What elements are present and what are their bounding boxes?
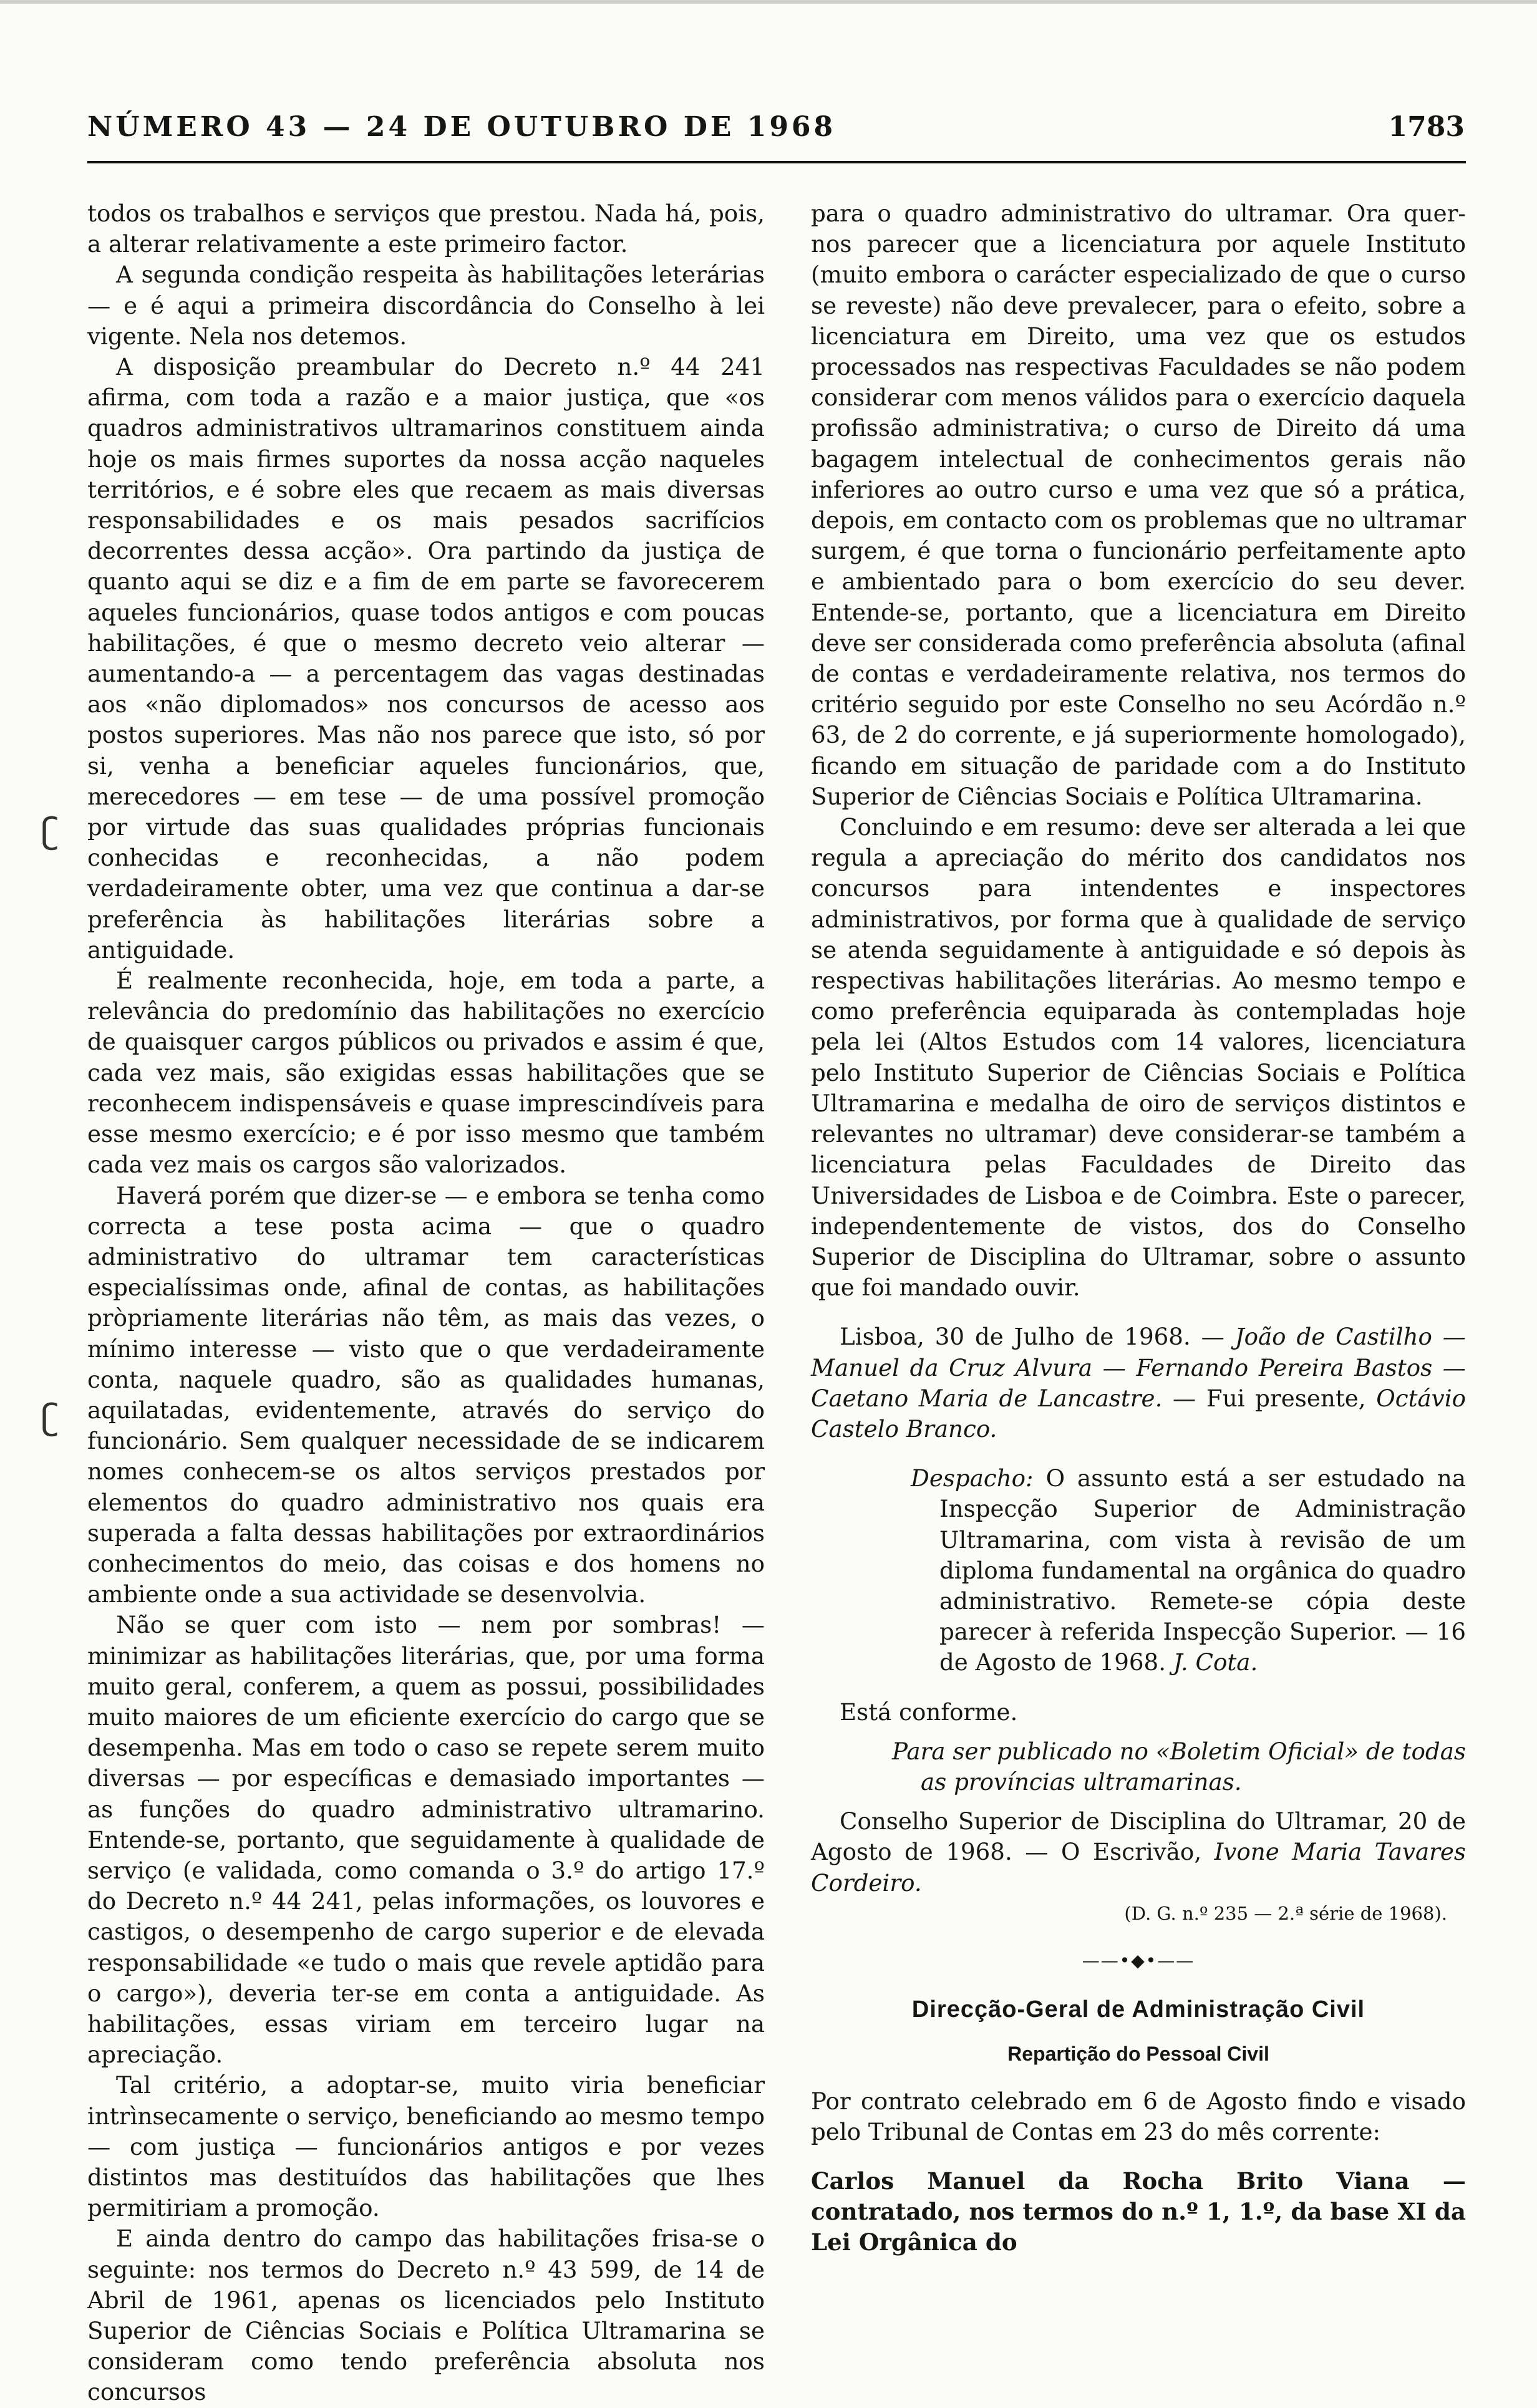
section-subheading: Repartição do Pessoal Civil (1007, 2043, 1269, 2066)
signatories: João de Castilho — Manuel da Cruz Alvura — Fernando Pereira Bastos — Caetano Maria de Lancastre. (811, 1323, 1466, 1412)
margin-annotation-mark: ʗ (41, 811, 59, 851)
page-top-edge (0, 0, 1537, 4)
despacho-block (911, 1463, 1466, 1678)
presence-name: Octávio Castelo Branco. (811, 1384, 1466, 1443)
council-date: Conselho Superior de Disciplina do Ultramar, 20 de Agosto de 1968. — O Escrivão, (811, 1807, 1466, 1866)
paragraph: para o quadro administrativo do ultramar. Ora quer-nos parecer que a licenciatura por aquele Instituto (muito embora o carácter especializado de que o curso se reveste) não deve prevalecer, para o efeito, sobre a licenciatura em Direito, uma vez que os estudos processados nas respectivas Faculdades se não podem considerar com menos válidos para o exercício daquela profissão administrativa; o curso de Direito dá uma bagagem intelectual de conhecimentos gerais não inferiores ao outro curso e uma vez que só a prática, depois, em contacto com os problemas que no ultramar surgem, é que torna o funcionário perfeitamente apto e ambientado para o bom exercício do seu dever. Entende-se, portanto, que a licenciatura em Direito deve ser considerada como preferência absoluta (afinal de contas e verdadeiramente relativa, nos termos do critério seguido por este Conselho no seu Acórdão n.º 63, de 2 do corrente, e já superiormente homologado), ficando em situação de paridade com a do Instituto Superior de Ciências Sociais e Política Ultramarina. (811, 200, 1466, 810)
signature-block (811, 1322, 1466, 1444)
reference-note: (D. G. n.º 235 — 2.ª série de 1968). (1124, 1902, 1447, 1924)
conforme-note: Está conforme. (840, 1698, 1018, 1726)
paragraph: Tal critério, a adoptar-se, muito viria beneficiar intrìnsecamente o serviço, beneficiando ao mesmo tempo — com justiça — funcionários antigos e por vezes distintos mas destituídos das habilitações que lhes permitiriam a promoção. (87, 2071, 765, 2222)
page-number: 1783 (1388, 111, 1465, 143)
despacho-label: Despacho: (911, 1464, 1034, 1492)
paragraph: É realmente reconhecida, hoje, em toda a parte, a relevância do predomínio das habilitações no exercício de quaisquer cargos públicos ou privados e assim é que, cada vez mais, são exigidas essas habilitações que se reconhecem indispensáveis e quase imprescindíveis para esse mesmo exercício; e é por isso mesmo que também cada vez mais os cargos são valorizados. (87, 967, 765, 1179)
issue-title: NÚMERO 43 — 24 DE OUTUBRO DE 1968 (87, 111, 836, 143)
paragraph: A disposição preambular do Decreto n.º 44 241 afirma, com toda a razão e a maior justiça, que «os quadros administrativos ultramarinos constituem ainda hoje os mais firmes suportes da nossa acção naqueles territórios, e é sobre eles que recaem as mais diversas responsabilidades e os mais pesados sacrifícios decorrentes dessa acção». Ora partindo da justiça de quanto aqui se diz e a fim de em parte se favorecerem aqueles funcionários, quase todos antigos e com poucas habilitações, é que o mesmo decreto veio alterar — aumentando-a — a percentagem das vagas destinadas aos «não diplomados» nos concursos de acesso aos postos superiores. Mas não nos parece que isto, só por si, venha a beneficiar aqueles funcionários, que, merecedores — em tese — de uma possível promoção por virtude das suas qualidades próprias funcionais conhecidas e reconhecidas, a não podem verdadeiramente obter, uma vez que continua a dar-se preferência às habilitações literárias sobre a antiguidade. (87, 353, 765, 964)
paragraph: Haverá porém que dizer-se — e embora se tenha como correcta a tese posta acima — que o quadro administrativo do ultramar tem características especialíssimas onde, afinal de contas, as habilitações pròpriamente literárias não têm, as mais das vezes, o mínimo interesse — visto que o que verdadeiramente conta, naquele quadro, são as qualidades humanas, aquilatadas, evidentemente, através do serviço do funcionário. Sem qualquer necessidade de se indicarem nomes conhecem-se os altos serviços prestados por elementos do quadro administrativo nos quais era superada a falta dessas habilitações por extraordinários conhecimentos do meio, das coisas e dos homens no ambiente onde a sua actividade se desenvolvia. (87, 1181, 765, 1608)
despacho-text: O assunto está a ser estudado na Inspecção Superior de Administração Ultramarina, com vista à revisão de um diploma fundamental na orgânica do quadro administrativo. Remete-se cópia deste parecer à referida Inspecção Superior. — 16 de Agosto de 1968. (939, 1464, 1466, 1676)
paragraph: E ainda dentro do campo das habilitações frisa-se o seguinte: nos termos do Decreto n.º 43 599, de 14 de Abril de 1961, apenas os licenciados pelo Instituto Superior de Ciências Sociais e Política Ultramarina se consideram como tendo preferência absoluta nos concursos (87, 2225, 765, 2406)
council-signature (811, 1806, 1466, 1898)
right-column (811, 198, 1466, 2258)
header-rule (87, 161, 1466, 163)
despacho-signature: J. Cota. (1173, 1648, 1258, 1676)
publication-order-block (892, 1736, 1466, 1797)
left-column (87, 198, 765, 2408)
paragraph: Não se quer com isto — nem por sombras! — minimizar as habilitações literárias, que, por uma forma muito geral, conferem, a quem as possui, possibilidades muito maiores de um eficiente exercício do cargo que se desempenha. Mas em todo o caso se repete serem muito diversas — por específicas e demasiado importantes — as funções do quadro administrativo ultramarino. Entende-se, portanto, que seguidamente à qualidade de serviço (e validada, como comanda o 3.º do artigo 17.º do Decreto n.º 44 241, pelas informações, os louvores e castigos, o desempenho de cargo superior e de elevada responsabilidade «e tudo o mais que revele aptidão para o cargo»), deveria ter-se em conta a antiguidade. As habilitações, essas viriam em terceiro lugar na apreciação. (87, 1611, 765, 2069)
appointment-entry: Carlos Manuel da Rocha Brito Viana — contratado, nos termos do n.º 1, 1.º, da base XI da Lei Orgânica do (811, 2167, 1466, 2256)
contract-intro: Por contrato celebrado em 6 de Agosto findo e visado pelo Tribunal de Contas em 23 do mês corrente: (811, 2087, 1466, 2145)
paragraph: A segunda condição respeita às habilitações leterárias — e é aqui a primeira discordância do Conselho à lei vigente. Nela nos detemos. (87, 261, 765, 350)
page-header (87, 111, 1465, 148)
clerk-name: Ivone Maria Tavares Cordeiro. (811, 1838, 1466, 1897)
paragraph: todos os trabalhos e serviços que prestou. Nada há, pois, a alterar relativamente a este primeiro factor. (87, 200, 765, 258)
despacho-paragraph (911, 1463, 1466, 1678)
margin-annotation-mark: ʗ (41, 1397, 59, 1438)
publication-order: Para ser publicado no «Boletim Oficial» de todas as províncias ultramarinas. (892, 1737, 1466, 1796)
presence-note: — Fui presente, (1173, 1384, 1366, 1412)
signature-place-date: Lisboa, 30 de Julho de 1968. — (840, 1323, 1224, 1351)
section-ornament: ——•◆•—— (1082, 1950, 1195, 1971)
paragraph: Concluindo e em resumo: deve ser alterada a lei que regula a apreciação do mérito dos candidatos nos concursos para intendentes e inspectores administrativos, por forma que à qualidade de serviço se atenda seguidamente à antiguidade e só depois às respectivas habilitações literárias. Ao mesmo tempo e como preferência equiparada às contempladas hoje pela lei (Altos Estudos com 14 valores, licenciatura pelo Instituto Superior de Ciências Sociais e Política Ultramarina e medalha de oiro de serviços distintos e relevantes no ultramar) deve considerar-se também a licenciatura pelas Faculdades de Direito das Universidades de Lisboa e de Coimbra. Este o parecer, independentemente de vistos, dos do Conselho Superior de Disciplina do Ultramar, sobre o assunto que foi mandado ouvir. (811, 813, 1466, 1302)
section-heading: Direcção-Geral de Administração Civil (911, 1996, 1365, 2023)
